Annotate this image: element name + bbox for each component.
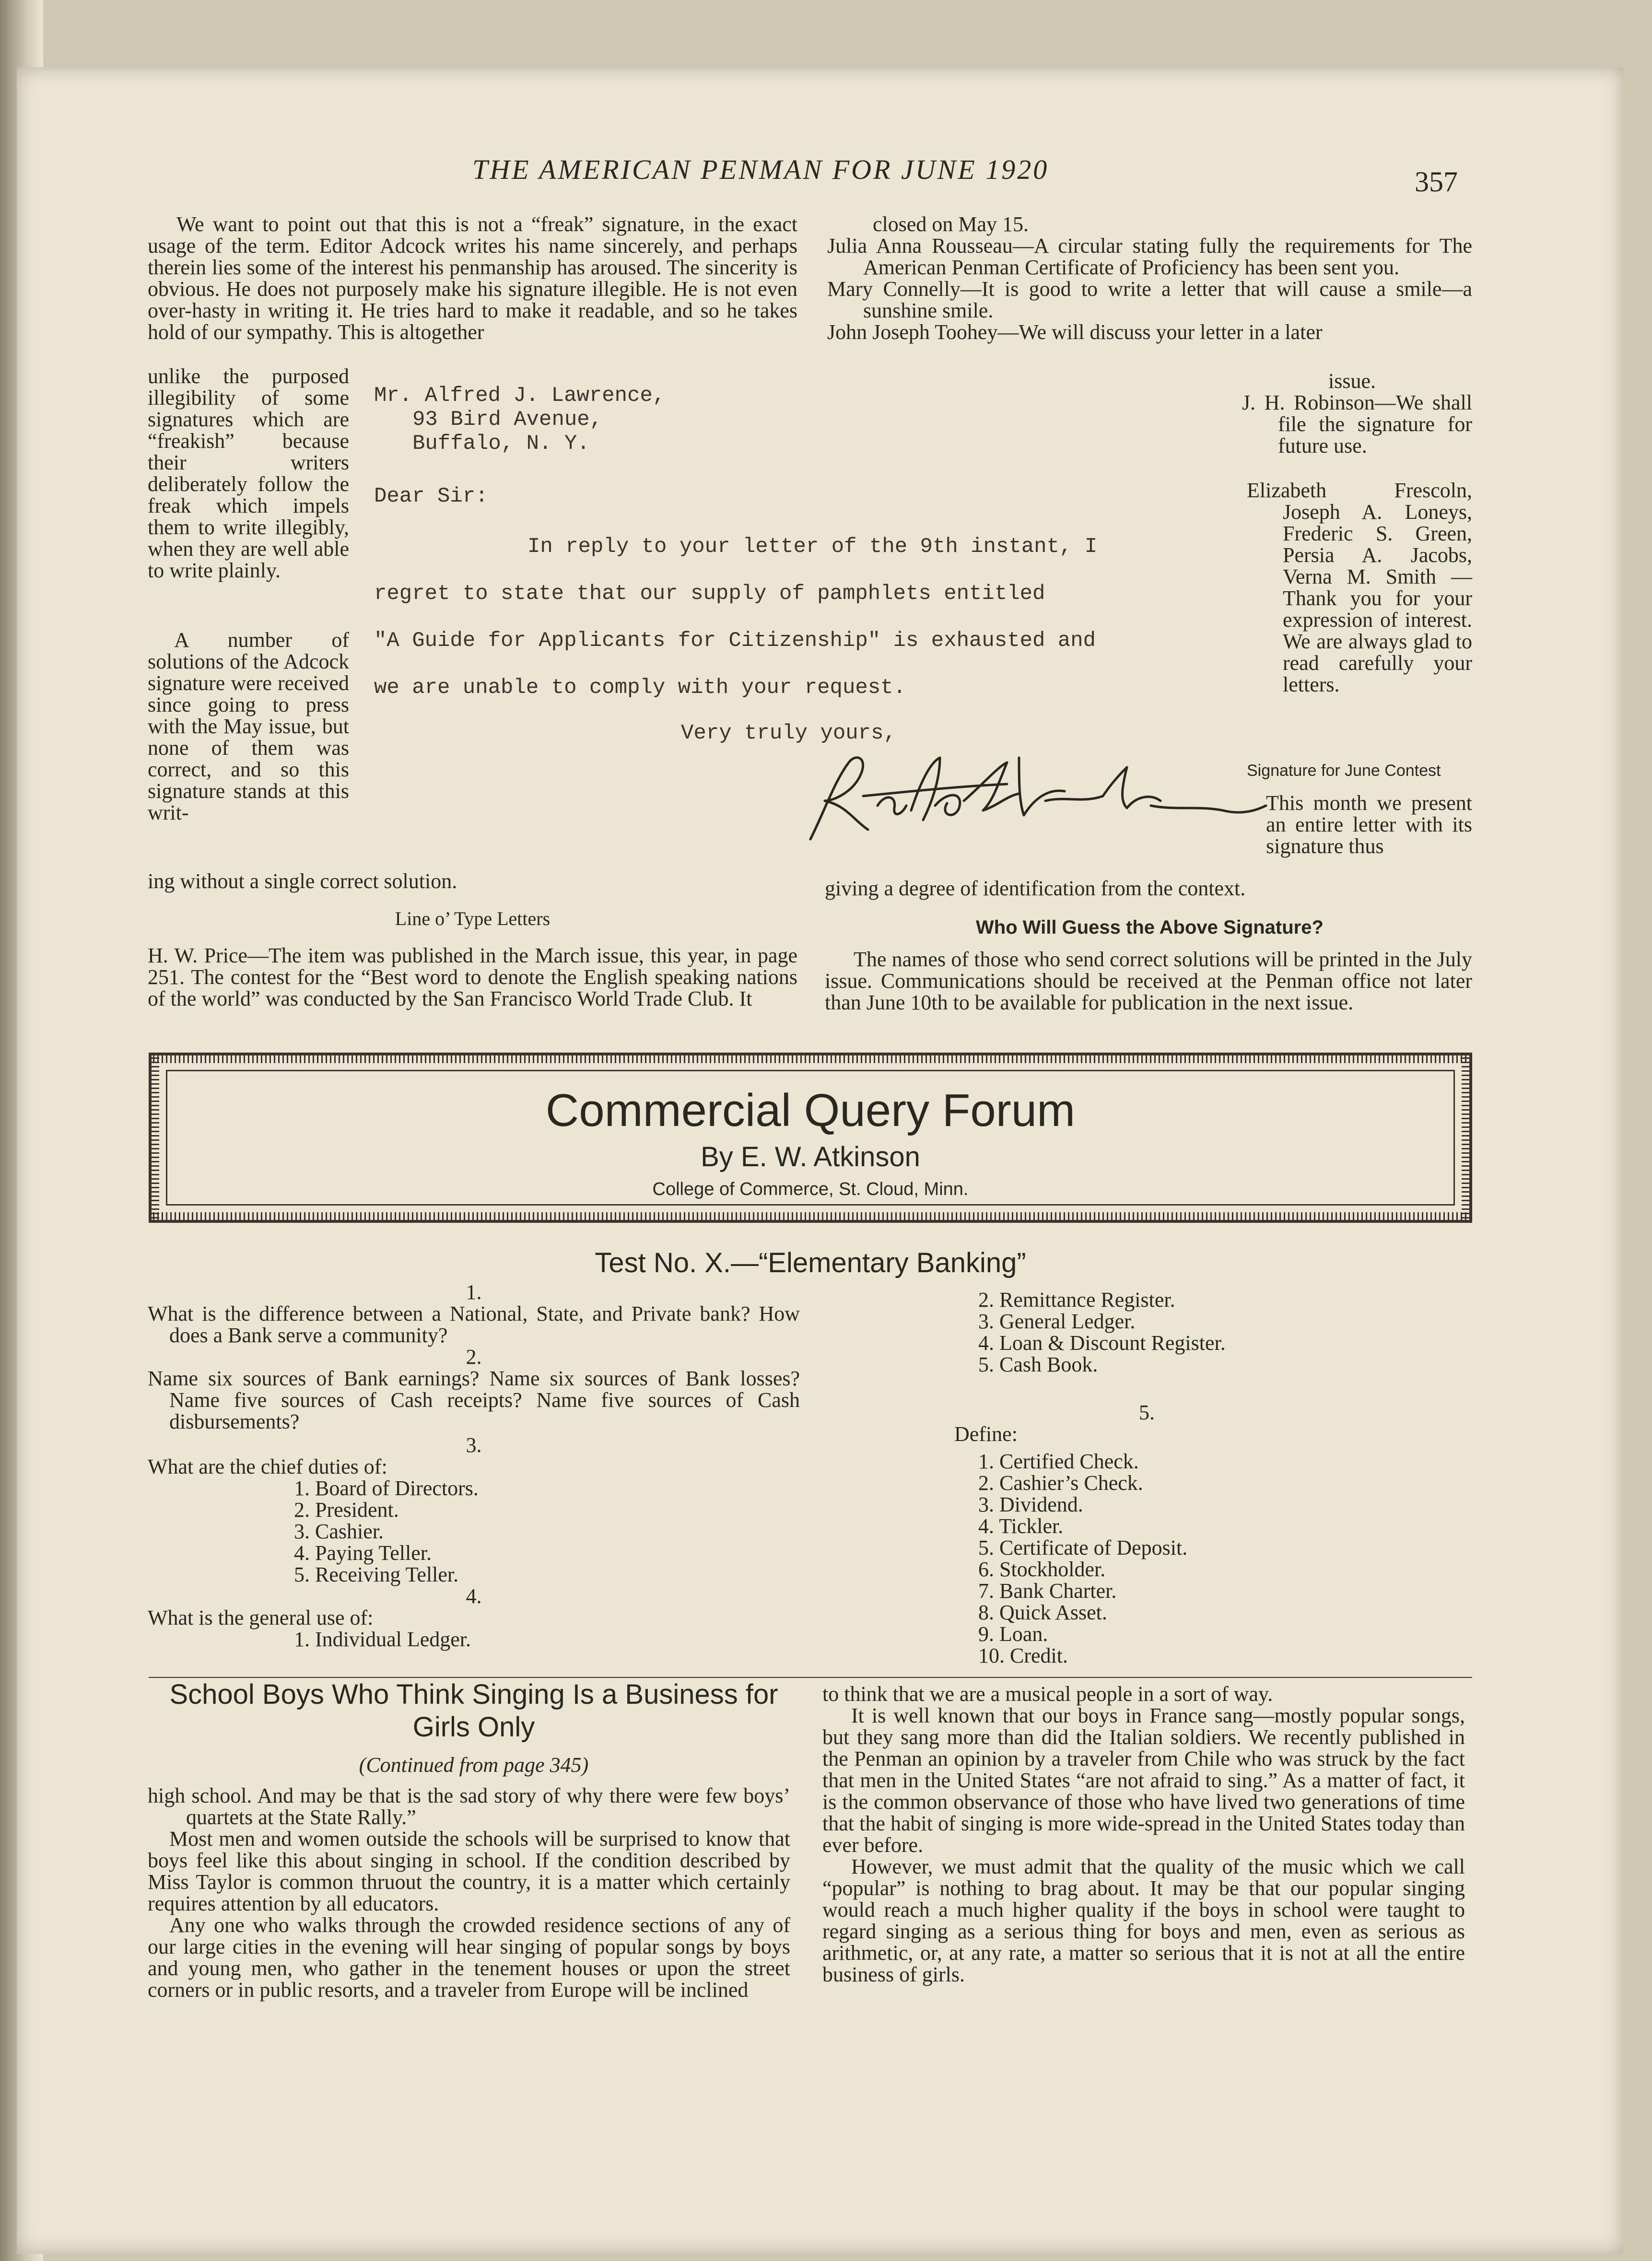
contest-text-end: giving a degree of identification from the context.	[825, 877, 1246, 900]
list-item: 10. Credit.	[978, 1644, 1068, 1667]
letter-line-1: In reply to your letter of the 9th instant, I	[527, 535, 1098, 559]
article-paragraph: to think that we are a musical people in a sort of way.	[822, 1682, 1273, 1706]
list-item: 1. Individual Ledger.	[294, 1628, 471, 1651]
note-closed: closed on May 15.	[873, 212, 1029, 236]
q3-text: What are the chief duties of:	[148, 1455, 387, 1478]
article-paragraph: Most men and women outside the schools will be surprised to know that boys feel like this about singing in school. If the condition described by Miss Taylor is common thruout the country, it is a matter which certainly requires attention by all educators.	[148, 1827, 790, 1915]
list-item: 2. President.	[294, 1498, 399, 1522]
adcock-paragraph-narrow: unlike the purposed illegibility of some signatures which are “freakish” because their writers deliberately follow the freak which impels them to write illegibly, when they are well able to write plainly.	[148, 364, 349, 582]
list-item: 2. Cashier’s Check.	[978, 1471, 1143, 1495]
banner-hatch-top	[149, 1053, 1472, 1063]
commercial-query-forum-banner	[149, 1053, 1472, 1223]
letter-line-2: regret to state that our supply of pamphlets entitled	[374, 582, 1045, 606]
note-rousseau: Julia Anna Rousseau—A circular stating fully the requirements for The American Penman Certificate of Proficiency has been sent you.	[827, 234, 1472, 279]
guess-heading: Who Will Guess the Above Signature?	[976, 917, 1324, 938]
q2-number: 2.	[466, 1345, 482, 1369]
letter-line-3: "A Guide for Applicants for Citizenship" is exhausted and	[374, 629, 1096, 653]
banner-title: Commercial Query Forum	[545, 1085, 1076, 1136]
note-connelly: Mary Connelly—It is good to write a letter that will cause a smile—a sunshine smile.	[827, 277, 1472, 322]
list-item: 4. Loan & Discount Register.	[978, 1331, 1226, 1355]
q1-number: 1.	[466, 1280, 482, 1304]
list-item: 7. Bank Charter.	[978, 1579, 1117, 1603]
article-right-column	[822, 1683, 1465, 1985]
article-paragraph: Any one who walks through the crowded residence sections of any of our large cities in the evening will hear singing of popular songs by boys and young men, who gather in the tenement houses or upon the street corners or in public resorts, and a traveler from Europe will be inclined	[148, 1913, 790, 2002]
test-left-column	[148, 1281, 800, 1650]
list-item: 1. Certified Check.	[978, 1450, 1139, 1473]
letter-street: 93 Bird Avenue,	[412, 408, 603, 432]
article-paragraph: However, we must admit that the quality of the music which we call “popular” is nothing to brag about. It may be that our popular singing would reach a much higher quality if the boys in school were taught to regard singing as a serious thing for boys and men, even as serious as arithmetic, or, at any rate, a matter so serious that it is not at all the entire business of girls.	[822, 1855, 1465, 1986]
q5-number: 5.	[1139, 1401, 1155, 1424]
price-paragraph: H. W. Price—The item was published in the March issue, this year, in page 251. The contest for the “Best word to denote the English speaking nations of the world” was conducted by the San Francisco World Trade Club. It	[148, 944, 797, 1010]
test-title: Test No. X.—“Elementary Banking”	[595, 1247, 1026, 1278]
letter-addressee: Mr. Alfred J. Lawrence,	[374, 384, 666, 408]
line-o-type-heading: Line o’ Type Letters	[395, 908, 551, 929]
contest-heading: Signature for June Contest	[1247, 761, 1441, 780]
letter-salutation: Dear Sir:	[374, 484, 488, 508]
note-frescoln: Elizabeth Frescoln, Joseph A. Loneys, Frederic S. Green, Persia A. Jacobs, Verna M. Smith — Thank you for your expression of interest. We are always glad to read carefully your letters.	[1247, 479, 1472, 696]
list-item: 5. Cash Book.	[978, 1353, 1098, 1376]
q2-text: Name six sources of Bank earnings? Name six sources of Bank losses? Name five sources of Cash receipts? Name five sources of Cash disbursements?	[148, 1367, 800, 1433]
article-paragraph: high school. And may be that is the sad story of why there were few boys’ quartets at the State Rally.”	[148, 1784, 790, 1829]
q4-list-right	[954, 1289, 1472, 1375]
list-item: 3. Dividend.	[978, 1493, 1083, 1516]
list-item: 3. General Ledger.	[978, 1310, 1136, 1333]
typed-letter	[374, 384, 1189, 745]
q1-text: What is the difference between a National, State, and Private bank? How does a Bank serve a community?	[148, 1302, 800, 1347]
letter-city: Buffalo, N. Y.	[412, 432, 590, 456]
handwritten-signature	[758, 738, 1285, 863]
list-item: 1. Board of Directors.	[294, 1476, 479, 1500]
q4-number: 4.	[466, 1584, 482, 1608]
right-column-notes	[827, 213, 1472, 343]
section-rule	[149, 1677, 1472, 1678]
article-title: School Boys Who Think Singing Is a Business for Girls Only	[169, 1679, 778, 1743]
list-item: 4. Paying Teller.	[294, 1541, 432, 1565]
article-continued: (Continued from page 345)	[359, 1753, 589, 1777]
letter-closing: Very truly yours,	[681, 721, 896, 745]
q3-list	[148, 1477, 800, 1585]
note-toohey: John Joseph Toohey—We will discuss your letter in a later	[827, 320, 1323, 344]
letter-line-4: we are unable to comply with your request.	[374, 676, 906, 700]
list-item: 8. Quick Asset.	[978, 1601, 1107, 1624]
note-robinson: J. H. Robinson—We shall file the signature for future use.	[1242, 391, 1472, 457]
solutions-paragraph-end: ing without a single correct solution.	[148, 869, 457, 893]
q4-text: What is the general use of:	[148, 1606, 374, 1629]
q5-text: Define:	[954, 1422, 1018, 1446]
list-item: 6. Stockholder.	[978, 1558, 1106, 1581]
list-item: 4. Tickler.	[978, 1514, 1064, 1538]
q4-list-left	[148, 1628, 800, 1650]
note-issue: issue.	[1328, 369, 1376, 393]
guess-paragraph: The names of those who send correct solutions will be printed in the July issue. Communications should be received at the Penman office not later than June 10th to be available for publication in the next issue.	[825, 948, 1472, 1014]
banner-byline: By E. W. Atkinson	[701, 1141, 920, 1172]
list-item: 2. Remittance Register.	[978, 1288, 1175, 1312]
contest-text-narrow: This month we present an entire letter with its signature thus	[1266, 791, 1472, 858]
banner-hatch-bottom	[149, 1212, 1472, 1223]
solutions-paragraph: A number of solutions of the Adcock signature were received since going to press with the May issue, but none of them was correct, and so this signature stands at this writ-	[148, 628, 349, 824]
banner-affiliation: College of Commerce, St. Cloud, Minn.	[652, 1179, 969, 1199]
running-head: THE AMERICAN PENMAN FOR JUNE 1920	[472, 154, 1049, 185]
page-number: 357	[1415, 166, 1458, 198]
adcock-paragraph: We want to point out that this is not a “freak” signature, in the exact usage of the term. Editor Adcock writes his name sincerely, and perhaps therein lies some of the interest his penmanship has aroused. The sincerity is obvious. He does not purposely make his signature illegible. He is not even over-hasty in writing it. He tries hard to make it readable, and so he takes hold of our sympathy. This is altogether	[148, 212, 797, 344]
q5-list	[954, 1451, 1472, 1666]
list-item: 3. Cashier.	[294, 1520, 384, 1543]
article-left-column	[148, 1785, 790, 2001]
article-paragraph: It is well known that our boys in France sang—mostly popular songs, but they sang more than did the Italian soldiers. We recently published in the Penman an opinion by a traveler from Chile who was struck by the fact that men in the United States “are not afraid to sing.” As a matter of fact, it is the common observance of those who have lived two generations of time that the habit of singing is more wide-spread in the United States today than ever before.	[822, 1704, 1465, 1857]
test-right-column	[954, 1289, 1472, 1666]
q3-number: 3.	[466, 1433, 482, 1457]
list-item: 5. Receiving Teller.	[294, 1563, 459, 1586]
list-item: 5. Certificate of Deposit.	[978, 1536, 1188, 1559]
list-item: 9. Loan.	[978, 1622, 1048, 1646]
